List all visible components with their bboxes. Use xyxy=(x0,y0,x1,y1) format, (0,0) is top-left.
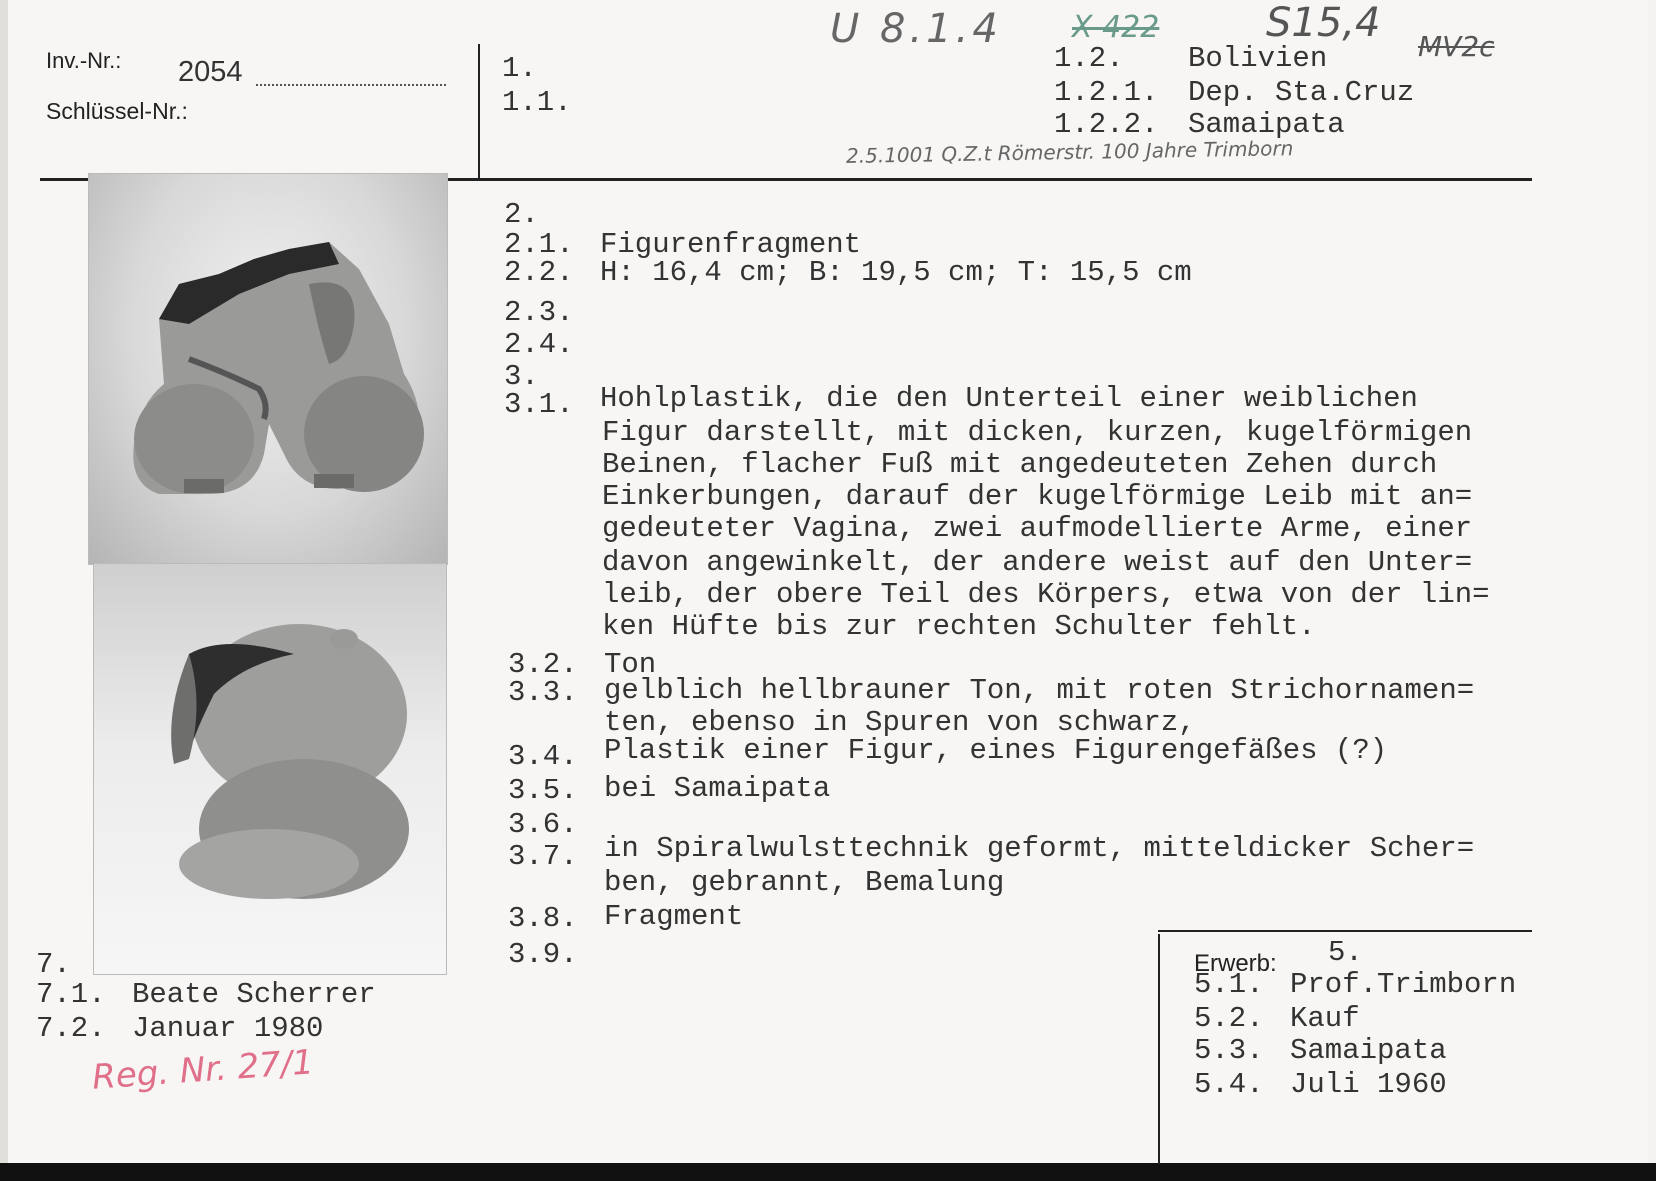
sec3-1-line: leib, der obere Teil des Körpers, etwa von der lin= xyxy=(602,578,1490,611)
figure-front-drawing xyxy=(89,174,447,564)
acquisition-box-top xyxy=(1158,930,1532,932)
sec3-7-num: 3.7. xyxy=(508,840,578,873)
sec3-4-num: 3.4. xyxy=(508,740,578,773)
sec1-2-1-num: 1.2.1. xyxy=(1054,76,1159,109)
sec2-1-num: 2.1. xyxy=(504,228,574,261)
sec3-1-line: Hohlplastik, die den Unterteil einer weiblichen xyxy=(600,382,1418,415)
sec3-7-val: ben, gebrannt, Bemalung xyxy=(604,866,1005,899)
sec7-num: 7. xyxy=(36,948,71,981)
sec3-1-line: gedeuteter Vagina, zwei aufmodellierte Arme, einer xyxy=(602,512,1473,545)
sec1-2-val: Bolivien xyxy=(1188,42,1328,75)
sec3-num: 3. xyxy=(504,360,539,393)
sec1-2-num: 1.2. xyxy=(1054,42,1124,75)
sec2-1-val: Figurenfragment xyxy=(600,228,862,261)
sec3-8-num: 3.8. xyxy=(508,902,578,935)
handwritten-code: U 8.1.4 xyxy=(830,6,1002,52)
acq-row-num: 5.3. xyxy=(1194,1034,1264,1067)
sec3-1-line: Figur darstellt, mit dicken, kurzen, kugelförmigen xyxy=(602,416,1473,449)
handwritten-reg-nr: Reg. Nr. 27/1 xyxy=(90,1042,316,1098)
sec3-9-num: 3.9. xyxy=(508,938,578,971)
acq-row-val: Kauf xyxy=(1290,1002,1360,1035)
handwritten-crossed-number: X 422 xyxy=(1072,10,1160,45)
handwritten-signature-code: S15,4 xyxy=(1266,0,1381,46)
sec2-4-num: 2.4. xyxy=(504,328,574,361)
acq-row-num: 5.2. xyxy=(1194,1002,1264,1035)
handwritten-note: 2.5.1001 Q.Z.t Römerstr. 100 Jahre Trimborn xyxy=(845,136,1294,168)
sec3-4-val: Plastik einer Figur, eines Figurengefäßes (?) xyxy=(604,734,1388,767)
sec7-1-val: Beate Scherrer xyxy=(132,978,376,1011)
acq-row-val: Juli 1960 xyxy=(1290,1068,1447,1101)
sec1-num: 1. xyxy=(502,52,537,85)
sec1-2-1-val: Dep. Sta.Cruz xyxy=(1188,76,1415,109)
object-photo-side xyxy=(93,563,447,975)
sec3-7-val: in Spiralwulsttechnik geformt, mitteldicker Scher= xyxy=(604,832,1475,865)
sec1-2-2-val: Samaipata xyxy=(1188,108,1345,141)
header-divider xyxy=(478,44,480,180)
sec3-1-line: Beinen, flacher Fuß mit angedeuteten Zehen durch xyxy=(602,448,1438,481)
acq-row-num: 5.1. xyxy=(1194,968,1264,1001)
sec2-2-num: 2.2. xyxy=(504,256,574,289)
inv-dotted-line xyxy=(256,84,446,86)
sec2-num: 2. xyxy=(504,198,539,231)
card-left-edge xyxy=(0,0,8,1181)
inv-value: 2054 xyxy=(178,56,243,88)
sec2-2-val: H: 16,4 cm; B: 19,5 cm; T: 15,5 cm xyxy=(600,256,1192,289)
sec3-1-line: Einkerbungen, darauf der kugelförmige Leib mit an= xyxy=(602,480,1473,513)
sec7-1-num: 7.1. xyxy=(36,978,106,1011)
handwritten-crossed-mv: MV2c xyxy=(1418,30,1495,63)
sec7-2-num: 7.2. xyxy=(36,1012,106,1045)
sec2-3-num: 2.3. xyxy=(504,296,574,329)
figure-side-drawing xyxy=(94,564,446,974)
sec3-3-val: gelblich hellbrauner Ton, mit roten Strichornamen= xyxy=(604,674,1475,707)
acq-row-val: Samaipata xyxy=(1290,1034,1447,1067)
sec3-5-val: bei Samaipata xyxy=(604,772,831,805)
acquisition-label: Erwerb: xyxy=(1194,950,1277,977)
inv-label: Inv.-Nr.: xyxy=(46,48,122,73)
sec3-5-num: 3.5. xyxy=(508,774,578,807)
sec1-1-num: 1.1. xyxy=(502,86,572,119)
sec3-8-val: Fragment xyxy=(604,900,744,933)
acq-row-val: Prof.Trimborn xyxy=(1290,968,1517,1001)
key-label: Schlüssel-Nr.: xyxy=(46,98,188,124)
sec3-1-num: 3.1. xyxy=(504,388,574,421)
sec3-3-num: 3.3. xyxy=(508,676,578,709)
sec3-3-val: ten, ebenso in Spuren von schwarz, xyxy=(604,706,1196,739)
sec7-2-val: Januar 1980 xyxy=(132,1012,324,1045)
sec3-2-val: Ton xyxy=(604,648,657,681)
sec3-6-num: 3.6. xyxy=(508,808,578,841)
sec3-1-line: davon angewinkelt, der andere weist auf den Unter= xyxy=(602,546,1473,579)
acquisition-box-left xyxy=(1158,934,1160,1164)
sec3-1-line: ken Hüfte bis zur rechten Schulter fehlt. xyxy=(602,610,1316,643)
sec3-2-num: 3.2. xyxy=(508,648,578,681)
sec1-2-2-num: 1.2.2. xyxy=(1054,108,1159,141)
card-bottom-edge xyxy=(0,1163,1656,1181)
acquisition-num: 5. xyxy=(1328,936,1363,969)
acq-row-num: 5.4. xyxy=(1194,1068,1264,1101)
object-photo-front xyxy=(88,173,448,565)
